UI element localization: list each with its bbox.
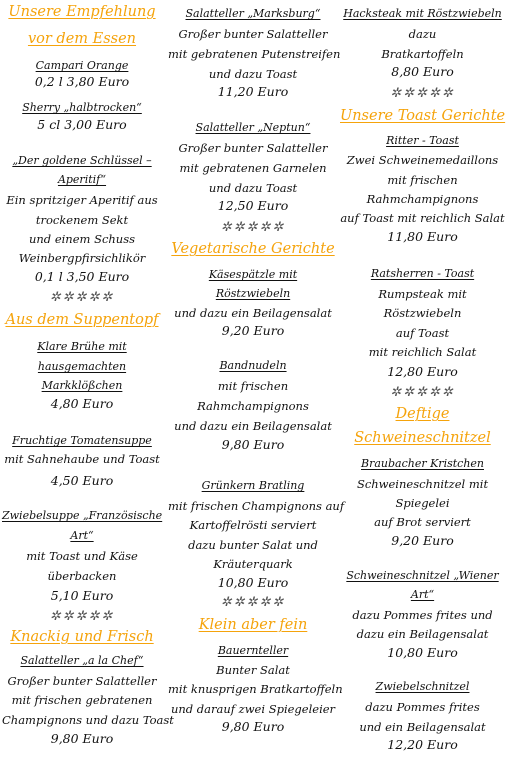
price: 5 cl 3,00 Euro <box>37 117 127 132</box>
dish-description: Bratkartoffeln <box>381 47 464 61</box>
dish-description: mit frischen gebratenen <box>11 693 153 707</box>
dish-title: Sherry „halbtrocken“ <box>22 101 142 114</box>
price: 9,80 Euro <box>50 731 114 746</box>
dish-title: Ratsherren - Toast <box>370 267 475 280</box>
dish-description: mit Sahnehaube und Toast <box>4 452 160 466</box>
dish-description: Großer bunter Salatteller <box>7 674 157 688</box>
section-heading: Deftige <box>395 406 450 422</box>
separator-stars: ✲✲✲✲✲ <box>220 595 286 610</box>
dish-description: mit frischen <box>387 173 458 187</box>
menu-column-middle <box>168 0 345 779</box>
price: 12,20 Euro <box>387 737 458 752</box>
dish-title: Bandnudeln <box>219 359 287 372</box>
dish-title: Ritter - Toast <box>386 134 459 147</box>
separator-stars: ✲✲✲✲✲ <box>49 290 115 305</box>
dish-title: Fruchtige Tomatensuppe <box>12 434 152 447</box>
separator-stars: ✲✲✲✲✲ <box>390 385 455 400</box>
price: 10,80 Euro <box>217 575 289 590</box>
dish-description: überbacken <box>47 569 117 583</box>
dish-description: mit Toast und Käse <box>26 549 138 563</box>
dish-description: mit reichlich Salat <box>368 345 477 359</box>
dish-title: Klare Brühe mit <box>37 340 127 353</box>
price: 9,20 Euro <box>391 533 454 548</box>
dish-description: Kräuterquark <box>213 557 293 571</box>
price: 5,10 Euro <box>50 588 114 603</box>
price: 10,80 Euro <box>387 645 458 660</box>
section-heading: Knackig und Frisch <box>10 629 154 645</box>
menu-column-left <box>2 0 174 779</box>
section-heading: Klein aber fein <box>198 617 308 633</box>
dish-title: Bauernteller <box>217 644 289 657</box>
dish-title: Art“ <box>70 529 94 542</box>
separator-stars: ✲✲✲✲✲ <box>49 609 115 624</box>
section-heading: Unsere Toast Gerichte <box>340 108 506 124</box>
price: 12,80 Euro <box>387 364 458 379</box>
dish-title: Röstzwiebeln <box>215 287 291 300</box>
dish-title: Salatteller „a la Chef“ <box>20 654 144 667</box>
menu-column-right <box>340 0 505 779</box>
dish-description: auf Brot serviert <box>374 515 471 529</box>
section-heading: vor dem Essen <box>27 31 137 47</box>
dish-description: mit frischen <box>217 379 289 393</box>
dish-description: Schweineschnitzel mit <box>356 477 489 491</box>
dish-description: dazu bunter Salat und <box>188 538 318 552</box>
price: 0,2 l 3,80 Euro <box>34 74 130 89</box>
dish-description: und darauf zwei Spiegeleier <box>170 702 336 716</box>
dish-title: Salatteller „Marksburg“ <box>185 7 321 20</box>
dish-title: Zwiebelschnitzel <box>375 680 470 693</box>
dish-title: Käsespätzle mit <box>208 268 298 281</box>
price: 4,50 Euro <box>50 473 114 488</box>
dish-description: auf Toast mit reichlich Salat <box>340 211 505 225</box>
dish-title: „Der goldene Schlüssel – <box>12 154 152 167</box>
separator-stars: ✲✲✲✲✲ <box>390 86 455 101</box>
dish-title: Grünkern Bratling <box>201 479 305 492</box>
dish-description: Rahmchampignons <box>366 192 479 206</box>
dish-title: Markklößchen <box>41 379 123 392</box>
dish-description: Bunter Salat <box>216 663 290 677</box>
dish-description: Rumpsteak mit <box>378 287 467 301</box>
dish-title: Art“ <box>410 588 435 601</box>
dish-description: mit knusprigen Bratkartoffeln <box>168 682 343 696</box>
dish-description: Zwei Schweinemedaillons <box>346 153 499 167</box>
section-heading: Aus dem Suppentopf <box>5 312 159 328</box>
dish-description: und ein Beilagensalat <box>359 720 486 734</box>
dish-description: mit gebratenen Putenstreifen <box>168 47 341 61</box>
price: 9,20 Euro <box>221 323 285 338</box>
dish-description: und dazu Toast <box>208 67 298 81</box>
dish-title: Schweineschnitzel „Wiener <box>346 569 499 582</box>
dish-description: Röstzwiebeln <box>383 306 462 320</box>
dish-description: Champignons und dazu Toast <box>2 713 174 727</box>
section-heading: Schweineschnitzel <box>354 430 491 446</box>
dish-description: Spiegelei <box>395 496 450 510</box>
dish-description: Ein spritziger Aperitif aus <box>6 193 158 207</box>
price: 0,1 l 3,50 Euro <box>34 269 130 284</box>
dish-description: auf Toast <box>395 326 450 340</box>
price: 11,20 Euro <box>217 84 289 99</box>
dish-description: Großer bunter Salatteller <box>178 141 328 155</box>
dish-description: dazu ein Beilagensalat <box>356 627 489 641</box>
dish-title: Zwiebelsuppe „Französische <box>2 509 163 522</box>
dish-description: Rahmchampignons <box>197 399 309 413</box>
separator-stars: ✲✲✲✲✲ <box>220 220 286 235</box>
dish-title: Salatteller „Neptun“ <box>195 121 311 134</box>
dish-description: und einem Schuss <box>28 232 136 246</box>
dish-title: Braubacher Kristchen <box>361 457 484 470</box>
dish-description: dazu Pommes frites <box>365 700 480 714</box>
dish-description: dazu Pommes frites und <box>352 608 493 622</box>
price: 8,80 Euro <box>391 64 454 79</box>
dish-description: Weinbergpfirsichlikör <box>18 251 146 265</box>
section-heading: Unsere Empfehlung <box>8 4 156 20</box>
dish-description: Kartoffelrösti serviert <box>189 518 317 532</box>
dish-description: und dazu Toast <box>208 181 298 195</box>
price: 9,80 Euro <box>221 437 285 452</box>
section-heading: Vegetarische Gerichte <box>171 241 335 257</box>
price: 12,50 Euro <box>217 198 289 213</box>
dish-description: und dazu ein Beilagensalat <box>174 419 332 433</box>
dish-description: mit gebratenen Garnelen <box>179 161 327 175</box>
dish-title: hausgemachten <box>37 360 127 373</box>
dish-title: Campari Orange <box>35 59 129 72</box>
dish-description: und dazu ein Beilagensalat <box>174 306 332 320</box>
price: 9,80 Euro <box>221 719 285 734</box>
dish-description: dazu <box>408 27 437 41</box>
price: 4,80 Euro <box>50 396 114 411</box>
dish-description: Großer bunter Salatteller <box>178 27 328 41</box>
price: 11,80 Euro <box>387 229 458 244</box>
dish-title: Hacksteak mit Röstzwiebeln <box>343 7 502 20</box>
dish-description: mit frischen Champignons auf <box>168 499 345 513</box>
dish-title: Aperitif“ <box>57 173 107 186</box>
dish-description: trockenem Sekt <box>35 213 129 227</box>
